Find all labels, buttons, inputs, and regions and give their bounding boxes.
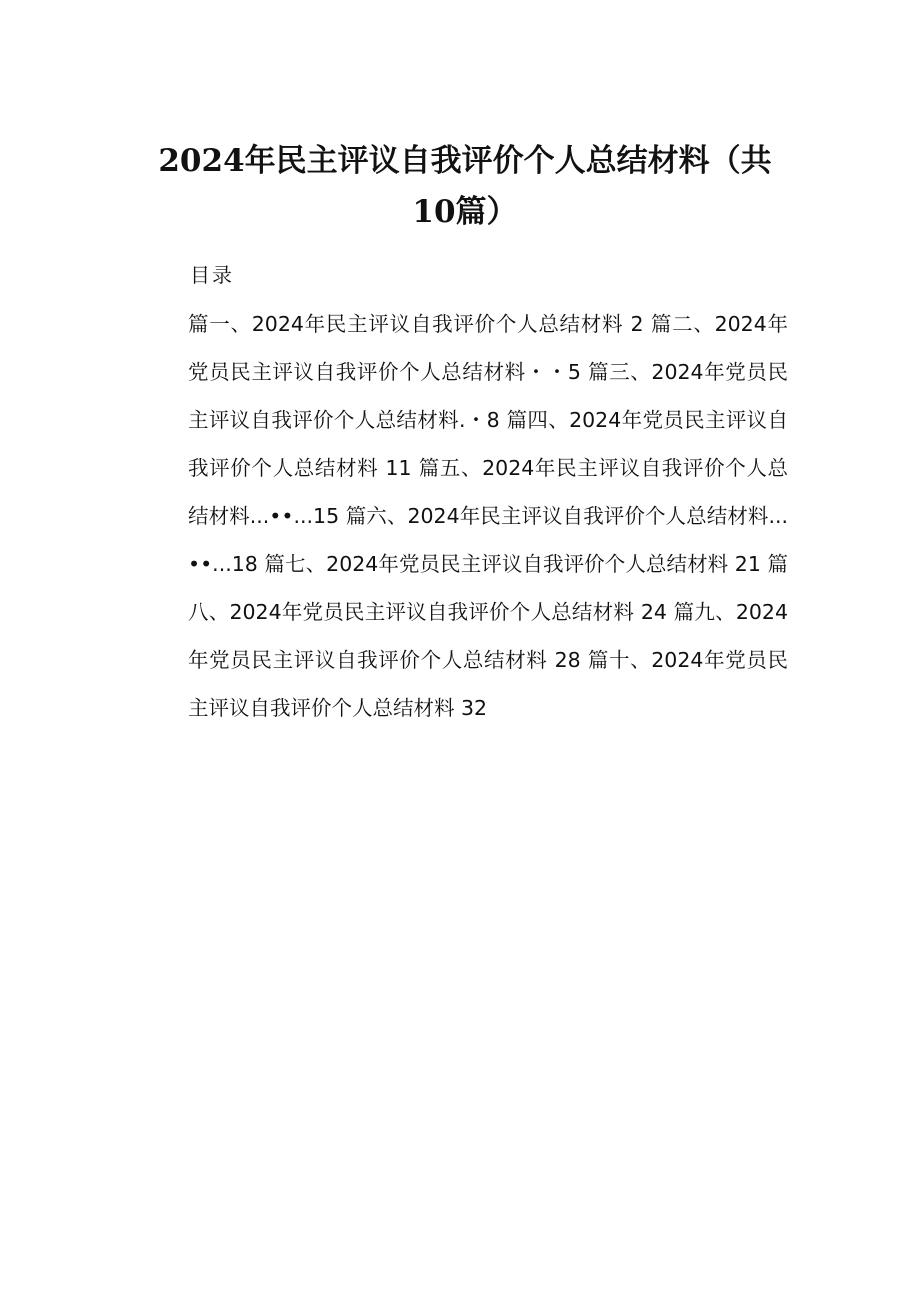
toc-entry-8[interactable]: 篇八、2024年党员民主评议自我评价个人总结材料 24: [188, 552, 788, 624]
toc-list: [188, 300, 788, 732]
toc-entry-10[interactable]: 篇十、2024年党员民主评议自我评价个人总结材料 32: [188, 648, 788, 720]
toc-entry-9[interactable]: 篇九、2024年党员民主评议自我评价个人总结材料 28: [188, 600, 788, 672]
document-title: 2024年民主评议自我评价个人总结材料（共10篇）: [158, 143, 772, 230]
toc-entry-5[interactable]: 篇五、2024年民主评议自我评价个人总结材料...••...15: [188, 456, 788, 528]
toc-heading: 目录: [190, 263, 234, 287]
toc-entry-1[interactable]: 篇一、2024年民主评议自我评价个人总结材料 2: [188, 312, 651, 336]
toc-entry-7[interactable]: 篇七、2024年党员民主评议自我评价个人总结材料 21: [264, 552, 768, 576]
toc-entry-3[interactable]: 篇三、2024年党员民主评议自我评价个人总结材料.・8: [188, 360, 789, 432]
toc-entry-2[interactable]: 篇二、2024年党员民主评议自我评价个人总结材料・・5: [188, 312, 789, 384]
toc-entry-4[interactable]: 篇四、2024年党员民主评议自我评价个人总结材料 11: [188, 408, 789, 480]
toc-entry-6[interactable]: 篇六、2024年民主评议自我评价个人总结材料...••...18: [188, 504, 788, 576]
